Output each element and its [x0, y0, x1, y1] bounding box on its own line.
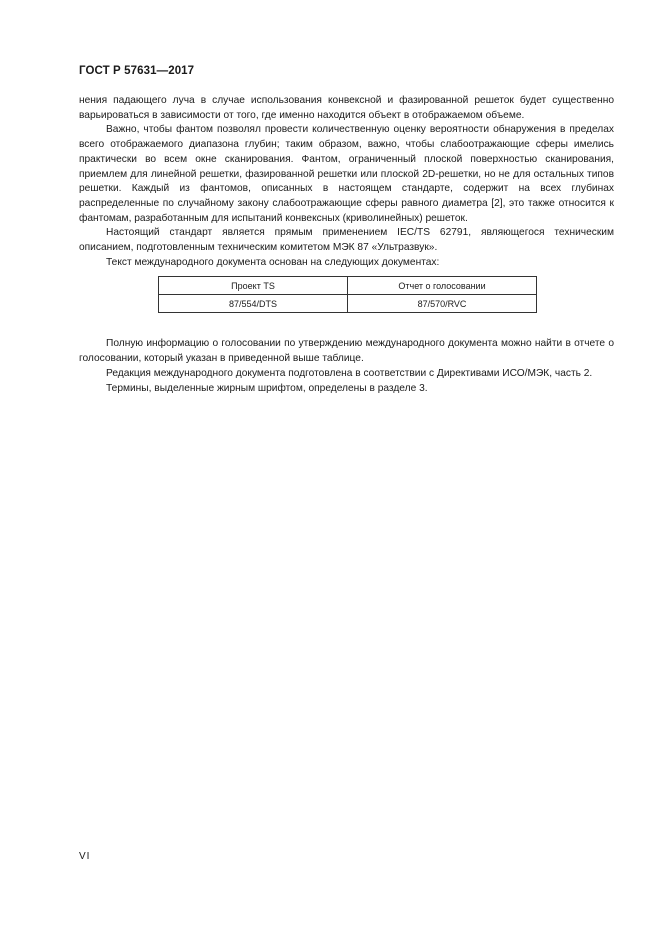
paragraph: Настоящий стандарт является прямым применением IEC/TS 62791, являющегося техническим описанием, подготовленным техническим комитетом МЭК 87 «Ультразвук».	[79, 227, 614, 254]
voting-table	[158, 276, 537, 313]
table-cell: 87/554/DTS	[159, 295, 348, 313]
paragraph: нения падающего луча в случае использования конвексной и фазированной решеток будет существенно варьироваться в зависимости от того, где именно находится объект в отображаемом объеме.	[79, 95, 614, 121]
paragraph: Важно, чтобы фантом позволял провести количественную оценку вероятности обнаружения в пределах всего отображаемого диапазона глубин; таким образом, важно, чтобы слабоотражающие сферы имелись практически во всем окне сканирования. Фантом, ограниченный плоской поверхностью сканирования, приемлем для линейной решетки, фазированной решетки или плоской 2D-решетки, но не для остальных типов решетки. Каждый из фантомов, описанных в настоящем стандарте, содержит на всех глубинах распределенные по случайному закону слабоотражающие сферы равного диаметра [2], это также относится к фантомам, разработанным для испытаний конвексных (криволинейных) решеток.	[79, 124, 614, 224]
document-header: ГОСТ Р 57631—2017	[79, 65, 195, 77]
paragraph: Текст международного документа основан на следующих документах:	[106, 256, 440, 268]
table-header-row	[159, 277, 537, 295]
paragraph: Полную информацию о голосовании по утверждению международного документа можно найти в отчете о голосовании, который указан в приведенной выше таблице.	[79, 338, 614, 365]
table-row	[159, 295, 537, 313]
page-number: VI	[79, 851, 91, 862]
body-text	[79, 94, 614, 396]
table-header-cell: Проект TS	[159, 277, 348, 295]
table-header-cell: Отчет о голосовании	[348, 277, 537, 295]
table-cell: 87/570/RVC	[348, 295, 537, 313]
paragraph: Редакция международного документа подготовлена в соответствии с Директивами ИСО/МЭК, часть 2.	[106, 367, 593, 379]
paragraph: Термины, выделенные жирным шрифтом, определены в разделе 3.	[106, 382, 428, 394]
